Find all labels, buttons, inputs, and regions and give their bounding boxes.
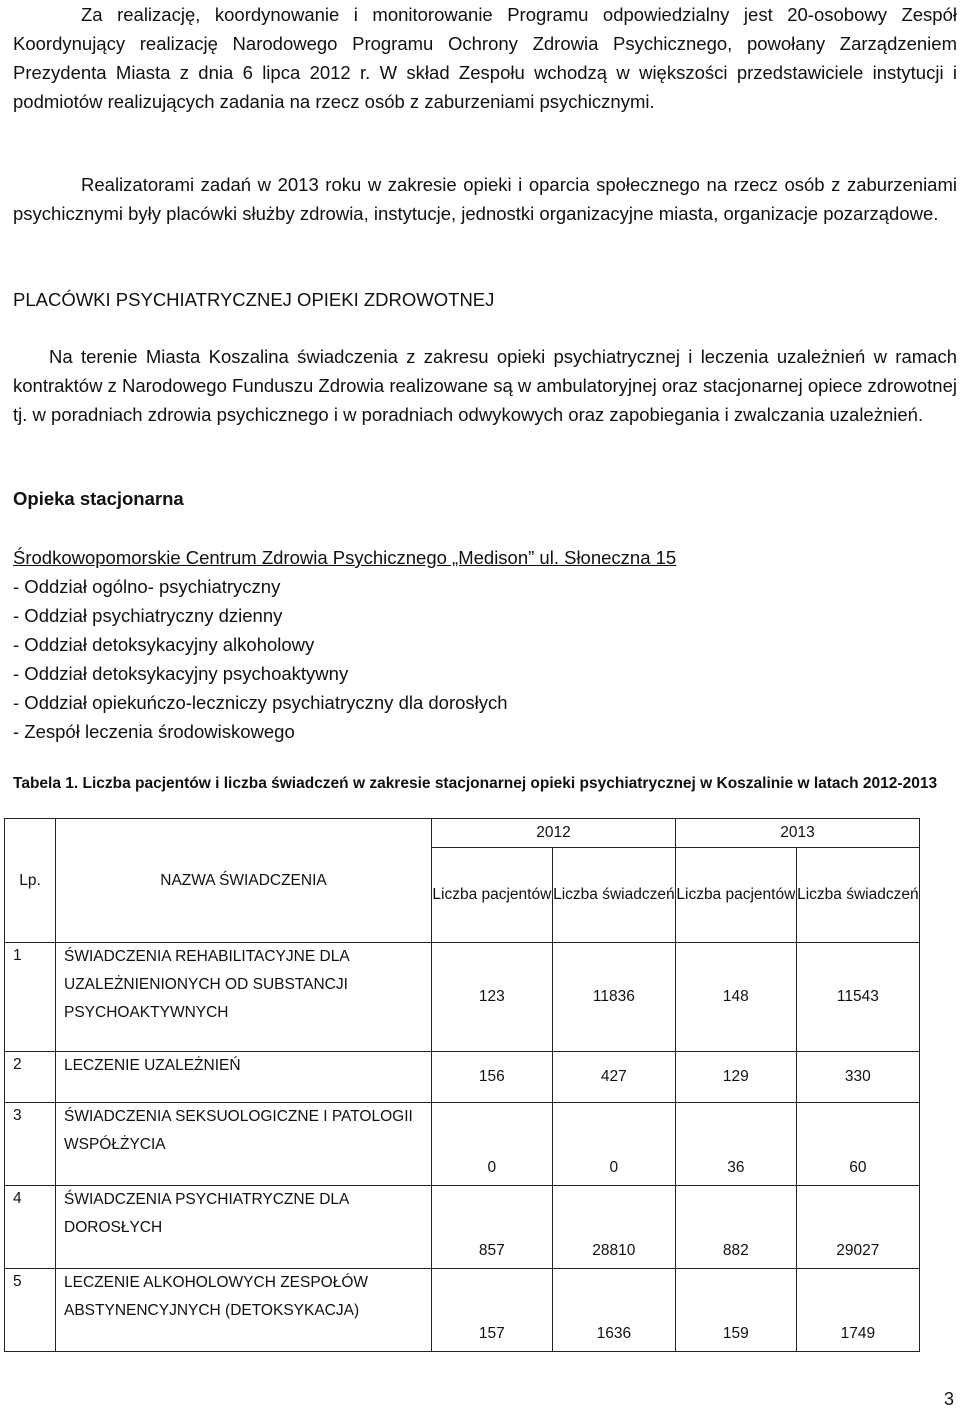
cell-patients-2012: 857	[432, 1186, 553, 1269]
section-heading: PLACÓWKI PSYCHIATRYCZNEJ OPIEKI ZDROWOTNEJ	[13, 289, 495, 310]
cell-patients-2012: 156	[432, 1052, 553, 1103]
cell-services-2013: 29027	[796, 1186, 919, 1269]
department-item: - Zespół leczenia środowiskowego	[13, 721, 295, 742]
table-caption: Tabela 1. Liczba pacjentów i liczba świadczeń w zakresie stacjonarnej opieki psychiatrycznej w Koszalinie w latach 2012-2013	[13, 775, 938, 792]
header-lp: Lp.	[5, 819, 56, 943]
department-list	[13, 572, 508, 746]
cell-services-2012: 11836	[552, 943, 675, 1052]
table-row	[5, 1186, 920, 1269]
cell-lp: 4	[5, 1186, 56, 1269]
department-item: - Oddział detoksykacyjny alkoholowy	[13, 634, 315, 655]
cell-services-2012: 28810	[552, 1186, 675, 1269]
services-text: Na terenie Miasta Koszalina świadczenia z zakresu opieki psychiatrycznej i leczenia uzależnień w ramach kontraktów z Narodowego Funduszu Zdrowia realizowane są w ambulatoryjnej oraz stacjonarnej opiece zdrowotnej tj. w poradniach zdrowia psychicznego i w poradniach odwykowych oraz zapobiegania i zwalczania uzależnień.	[13, 346, 957, 425]
cell-name: ŚWIADCZENIA SEKSUOLOGICZNE I PATOLOGII WSPÓŁŻYCIA	[56, 1103, 432, 1186]
header-year-2013: 2013	[675, 819, 919, 848]
page-number: 3	[943, 1389, 954, 1409]
implementers-text: Realizatorami zadań w 2013 roku w zakresie opieki i oparcia społecznego na rzecz osób z zaburzeniami psychicznymi były placówki służby zdrowia, instytucje, jednostki organizacyjne miasta, organizacje pozarządowe.	[13, 174, 957, 224]
table-header-row	[5, 819, 920, 848]
cell-patients-2012: 0	[432, 1103, 553, 1186]
cell-name: LECZENIE UZALEŻNIEŃ	[56, 1052, 432, 1103]
cell-name: ŚWIADCZENIA PSYCHIATRYCZNE DLA DOROSŁYCH	[56, 1186, 432, 1269]
header-year-2012: 2012	[432, 819, 676, 848]
cell-services-2013: 60	[796, 1103, 919, 1186]
header-services-2013: Liczba świadczeń	[796, 848, 919, 943]
cell-patients-2013: 129	[675, 1052, 796, 1103]
table-row	[5, 1269, 920, 1352]
cell-patients-2012: 123	[432, 943, 553, 1052]
cell-lp: 3	[5, 1103, 56, 1186]
header-services-2012: Liczba świadczeń	[552, 848, 675, 943]
department-item: - Oddział psychiatryczny dzienny	[13, 605, 283, 626]
header-patients-2012: Liczba pacjentów	[432, 848, 553, 943]
intro-rest: Zespół Koordynujący realizację Narodowego Programu Ochrony Zdrowia Psychicznego, powołany Zarządzeniem Prezydenta Miasta z dnia 6 lipca 2012 r. W skład Zespołu wchodzą w większości przedstawiciele instytucji i podmiotów realizujących zadania na rzecz osób z zaburzeniami psychicznymi.	[13, 4, 957, 112]
intro-line1: Za realizację, koordynowanie i monitorowanie Programu odpowiedzialny jest 20-osobowy	[81, 4, 887, 25]
services-paragraph	[13, 342, 957, 429]
cell-patients-2013: 159	[675, 1269, 796, 1352]
cell-name: LECZENIE ALKOHOLOWYCH ZESPOŁÓW ABSTYNENCYJNYCH (DETOKSYKACJA)	[56, 1269, 432, 1352]
subheading: Opieka stacjonarna	[13, 488, 184, 509]
header-patients-2013: Liczba pacjentów	[675, 848, 796, 943]
center-name: Środkowopomorskie Centrum Zdrowia Psychicznego „Medison” ul. Słoneczna 15	[13, 547, 677, 568]
header-name: NAZWA ŚWIADCZENIA	[56, 819, 432, 943]
implementers-paragraph	[13, 170, 957, 228]
cell-patients-2012: 157	[432, 1269, 553, 1352]
department-item: - Oddział opiekuńczo-leczniczy psychiatryczny dla dorosłych	[13, 692, 508, 713]
department-item: - Oddział detoksykacyjny psychoaktywny	[13, 663, 349, 684]
table-row	[5, 943, 920, 1052]
cell-services-2012: 0	[552, 1103, 675, 1186]
cell-lp: 5	[5, 1269, 56, 1352]
cell-lp: 2	[5, 1052, 56, 1103]
cell-patients-2013: 36	[675, 1103, 796, 1186]
table-row	[5, 1103, 920, 1186]
intro-paragraph	[13, 0, 957, 116]
cell-services-2012: 1636	[552, 1269, 675, 1352]
cell-services-2013: 11543	[796, 943, 919, 1052]
department-item: - Oddział ogólno- psychiatryczny	[13, 576, 281, 597]
cell-services-2013: 1749	[796, 1269, 919, 1352]
cell-patients-2013: 148	[675, 943, 796, 1052]
cell-patients-2013: 882	[675, 1186, 796, 1269]
services-table	[4, 818, 920, 1352]
cell-services-2013: 330	[796, 1052, 919, 1103]
cell-name: ŚWIADCZENIA REHABILITACYJNE DLA UZALEŻNIENIONYCH OD SUBSTANCJI PSYCHOAKTYWNYCH	[56, 943, 432, 1052]
cell-services-2012: 427	[552, 1052, 675, 1103]
cell-lp: 1	[5, 943, 56, 1052]
table-row	[5, 1052, 920, 1103]
